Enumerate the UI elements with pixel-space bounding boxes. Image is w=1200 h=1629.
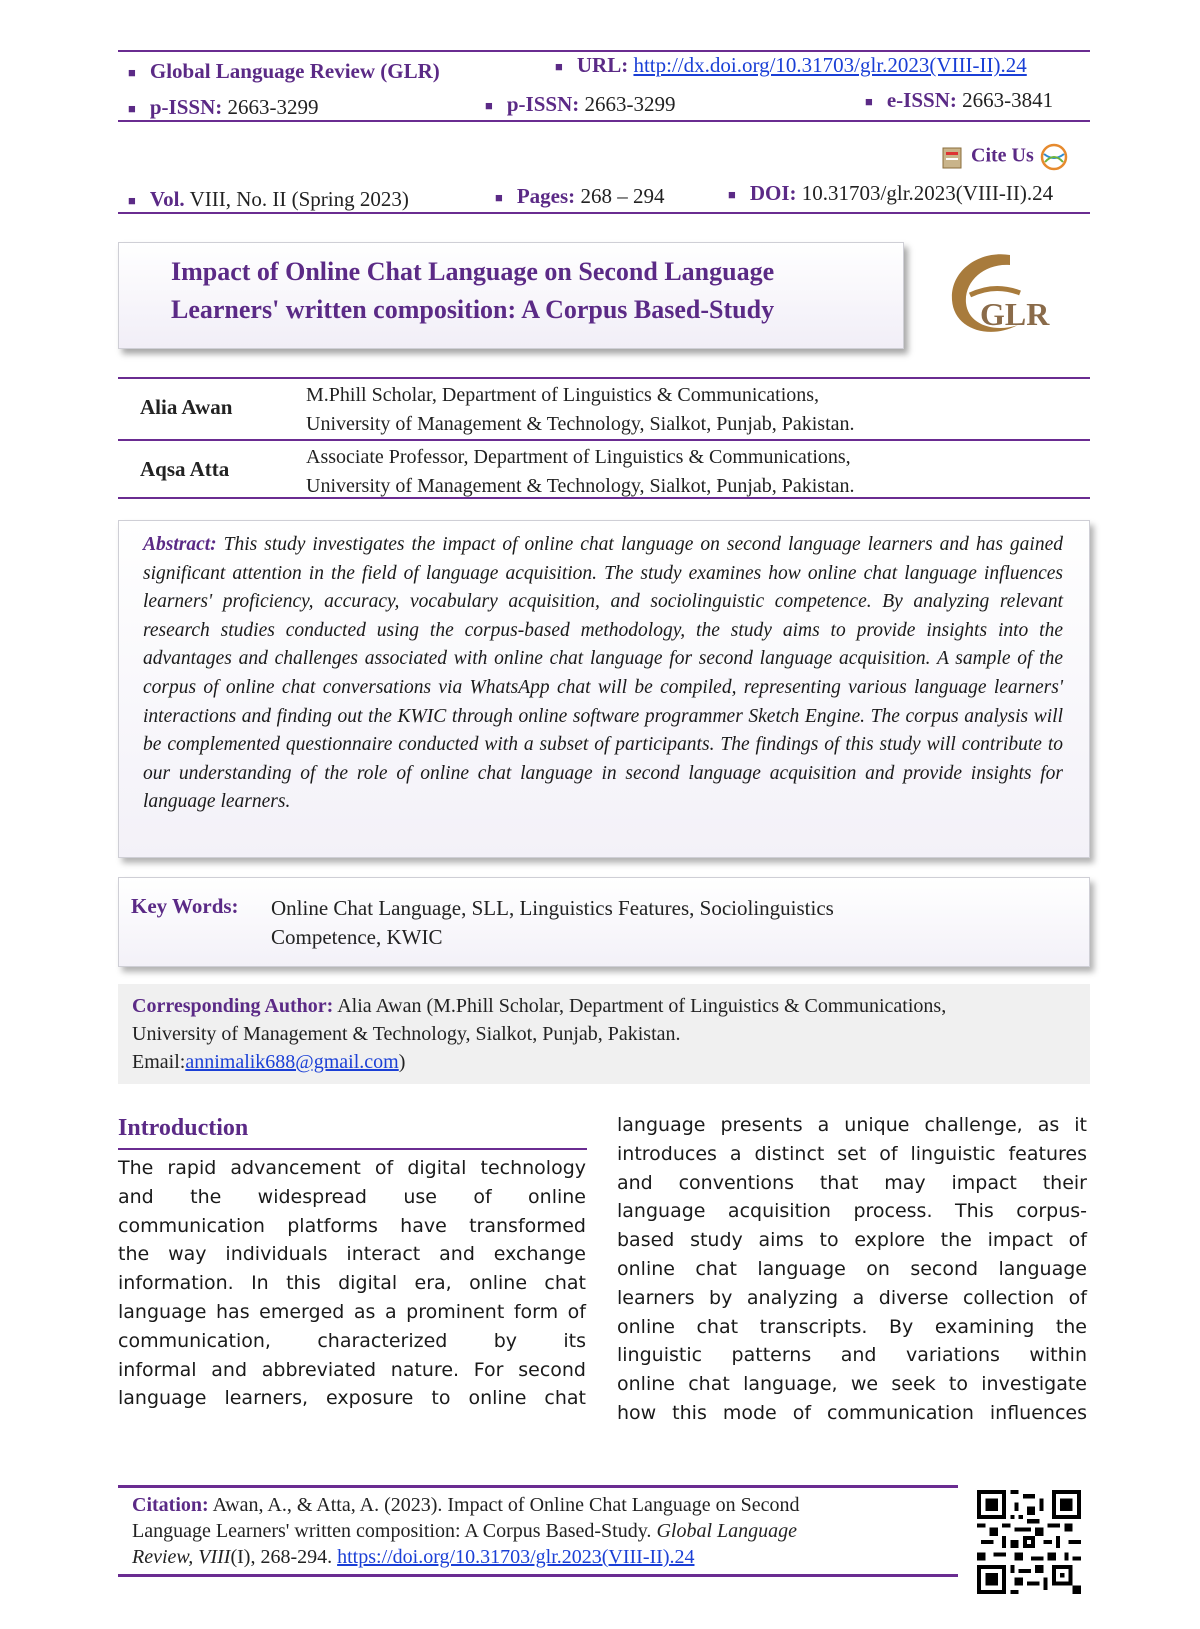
- abstract-text: Abstract: This study investigates the impact of online chat language on second language learners and has gained significant attention in the field of language acquisition. The study examines how online chat language influences learners' proficiency, accuracy, vocabulary acquisition, and sociolinguistic competence. By analyzing relevant research studies conducted using the corpus-based methodology, the study aims to provide insights into the advantages and challenges associated with online chat language for second language acquisition. A sample of the corpus of online chat conversations via WhatsApp chat will be compiled, representing various language learners' interactions and finding out the KWIC through online software programmer Sketch Engine. The corpus analysis will be complemented questionnaire conducted with a subset of participants. The findings of this study will contribute to our understanding of the role of online chat language in second language acquisition and provide insights for language learners.: [143, 534, 1064, 813]
- corresponding-author-text: Corresponding Author: Alia Awan (M.Phill Scholar, Department of Linguistics & Communications, University of Management & Technology, Sialkot, Punjab, Pakistan. Email:annimalik688@gmail.com): [132, 995, 947, 1073]
- keywords-box: [118, 877, 1090, 967]
- keywords-text: Online Chat Language, SLL, Linguistics Features, Sociolinguistics Competence, KWIC: [271, 896, 834, 949]
- url-link[interactable]: http://dx.doi.org/10.31703/glr.2023(VIII-II).24: [633, 53, 1027, 77]
- author-name: Aqsa Atta: [140, 457, 230, 481]
- svg-text:GLR: GLR: [980, 296, 1050, 332]
- abstract-box: [118, 520, 1090, 858]
- globe-icon: [1039, 142, 1069, 172]
- url-item: ■ URL: http://dx.doi.org/10.31703/glr.2023(VIII-II).24: [555, 53, 1027, 77]
- citation-doi-link[interactable]: https://doi.org/10.31703/glr.2023(VIII-II).24: [337, 1546, 695, 1568]
- authors-table: [118, 377, 1090, 501]
- bullet-icon: ■: [128, 101, 136, 117]
- author-affiliation: Associate Professor, Department of Linguistics & Communications, University of Management & Technology, Sialkot, Punjab, Pakistan.: [306, 446, 855, 497]
- intro-column-1: The rapid advancement of digital technology and the widespread use of online communication platforms have transformed the way individuals interact and exchange information. In this digital era, online chat language has emerged as a prominent form of communication, characterized by its informal and abbreviated nature. For second language learners, exposure to online chat: [118, 1157, 586, 1410]
- bullet-icon: ■: [865, 94, 873, 110]
- pages-item: ■ Pages: 268 – 294: [495, 184, 665, 208]
- email-link[interactable]: annimalik688@gmail.com: [185, 1051, 399, 1073]
- bullet-icon: ■: [128, 65, 136, 81]
- cite-us-button[interactable]: Cite Us: [940, 142, 1069, 172]
- qr-code[interactable]: [977, 1490, 1081, 1594]
- introduction-heading: Introduction: [118, 1115, 249, 1141]
- author-affiliation: M.Phill Scholar, Department of Linguistics & Communications, University of Management & Technology, Sialkot, Punjab, Pakistan.: [306, 384, 855, 435]
- doi-item: ■ DOI: 10.31703/glr.2023(VIII-II).24: [728, 181, 1054, 205]
- header-mid-rule: [118, 120, 1090, 122]
- paper-title: Impact of Online Chat Language on Second Language Learners' written composition: A Corpus Based-Study: [171, 257, 775, 324]
- title-box: [118, 242, 904, 349]
- glr-logo: [940, 245, 1065, 345]
- bullet-icon: ■: [555, 59, 563, 75]
- intro-column-2: language presents a unique challenge, as it introduces a distinct set of linguistic features and conventions that may impact their language acquisition process. This corpus- based study aims to explore the impact of online chat language on second language learners by analyzing a diverse collection of online chat transcripts. By examining the linguistic patterns and variations within online chat language, we seek to investigate how this mode of communication influences: [617, 1114, 1087, 1424]
- citation-bottom-rule: [118, 1574, 958, 1577]
- cite-doc-icon: [940, 144, 966, 170]
- bullet-icon: ■: [485, 98, 493, 114]
- keywords-label: Key Words:: [131, 894, 239, 918]
- pissn-item-1: ■ p-ISSN: 2663-3299: [128, 95, 319, 119]
- corresponding-author-box: [118, 984, 1090, 1084]
- volume-item: ■ Vol. VIII, No. II (Spring 2023): [128, 187, 409, 211]
- header-bottom-rule: [118, 212, 1090, 214]
- bullet-icon: ■: [495, 190, 503, 206]
- bullet-icon: ■: [728, 187, 736, 203]
- journal-name: ■ Global Language Review (GLR): [128, 59, 440, 83]
- author-name: Alia Awan: [140, 395, 233, 419]
- citation-top-rule: [118, 1485, 958, 1488]
- introduction-rule: [118, 1148, 587, 1150]
- citation-text: Citation: Awan, A., & Atta, A. (2023). Impact of Online Chat Language on Second Language Learners' written composition: A Corpus Based-Study. Global Language Review, VIII(I), 268-294. https://doi.org/10.31703/glr.2023(VIII-II).24: [132, 1494, 800, 1568]
- authors-bottom-rule: [118, 497, 1090, 499]
- bullet-icon: ■: [128, 193, 136, 209]
- author-row: [118, 377, 1090, 439]
- eissn-item: ■ e-ISSN: 2663-3841: [865, 88, 1054, 112]
- pissn-item-2: ■ p-ISSN: 2663-3299: [485, 92, 676, 116]
- header-top-rule: [118, 50, 1090, 52]
- author-row: [118, 439, 1090, 501]
